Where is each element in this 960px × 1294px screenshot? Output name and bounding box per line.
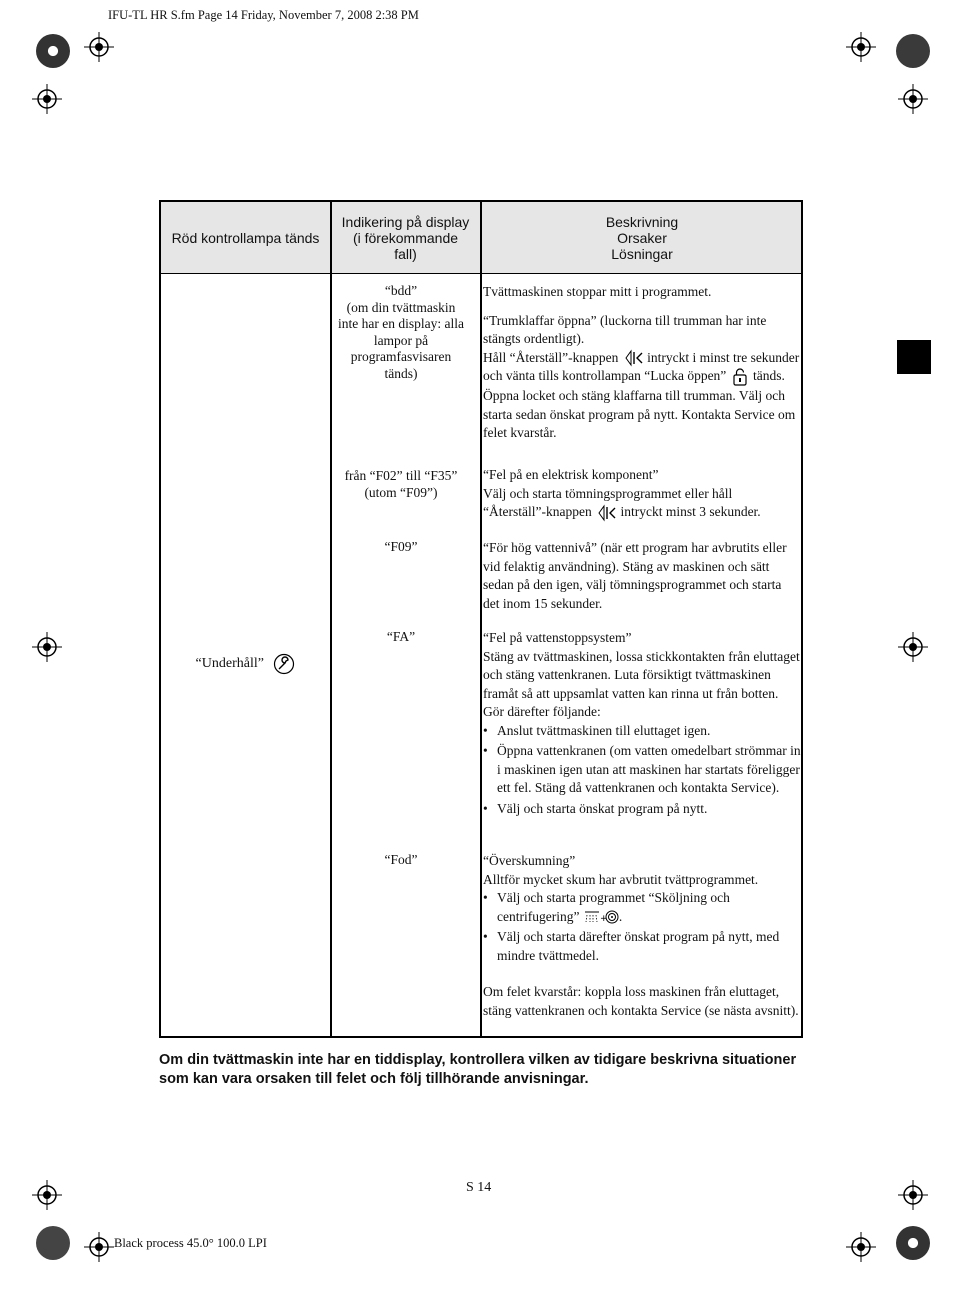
header-description-line: Orsaker — [617, 229, 667, 246]
desc-text — [483, 349, 801, 443]
code-fa — [333, 629, 469, 646]
desc-text: Välj och starta tömningsprogrammet eller håll — [483, 485, 733, 501]
thumb-index-tab — [897, 340, 931, 374]
desc-text: Alltför mycket skum har avbrutit tvättprogrammet. — [483, 871, 759, 887]
desc-span: . — [618, 908, 623, 924]
bullet-item: • Öppna vattenkranen (om vatten omedelbart strömmar in i maskinen igen utan att maskinen har startats föreligger ett fel. Stäng då vattenkranen och kontakta Service). — [483, 742, 801, 798]
desc-title: “Fel på en elektrisk komponent” — [483, 467, 659, 482]
desc-text: Tvättmaskinen stoppar mitt i programmet. — [483, 284, 712, 299]
desc-span: “Återställ”-knappen — [483, 504, 592, 519]
color-swatch-icon — [36, 1226, 70, 1260]
desc-fod — [483, 852, 801, 1020]
desc-bdd — [483, 283, 801, 443]
color-swatch-icon — [36, 34, 70, 68]
header-display-line: Indikering på display — [341, 213, 470, 230]
desc-span: tänds. Öppna locket och stäng klaffarna till trumman. Välj och starta sedan önskat program på nytt. Kontakta Service om felet kvarstår. — [483, 368, 796, 441]
color-swatch-icon — [896, 34, 930, 68]
desc-text: “För hög vattennivå” (när ett program har avbrutits eller vid felaktig användning). Stäng av maskinen och sätt sedan på den igen, välj tömningsprogrammet och starta det inom 15 sekunder. — [483, 540, 787, 611]
desc-span: intryckt minst 3 sekunder. — [620, 504, 761, 519]
registration-mark-icon — [32, 1180, 62, 1210]
print-footer: Black process 45.0° 100.0 LPI — [114, 1236, 267, 1250]
bullet-item: • Anslut tvättmaskinen till eluttaget igen. — [483, 722, 801, 741]
code-f02-f35 — [333, 468, 469, 501]
code-bdd — [333, 283, 469, 382]
code-line: lampor på — [373, 332, 429, 348]
code-fod — [333, 852, 469, 869]
code-line: (utom “F09”) — [364, 484, 438, 500]
desc-span: intryckt i minst tre sekunder och vänta tills kontrollampan “Lucka öppen” — [483, 349, 800, 384]
registration-mark-icon — [846, 32, 876, 62]
code-line: tänds) — [384, 365, 418, 381]
column-divider — [480, 202, 482, 1036]
registration-mark-icon — [84, 1232, 114, 1262]
code-line: från “F02” till “F35” — [344, 468, 458, 483]
code-line: “bdd” — [384, 283, 418, 298]
desc-span: Välj och starta programmet “Sköljning och centrifugering” — [497, 890, 730, 924]
page-number: S 14 — [466, 1180, 492, 1195]
bullet-item: • Välj och starta önskat program på nytt. — [483, 800, 801, 819]
registration-mark-icon — [846, 1232, 876, 1262]
header-red-lamp: Röd kontrollampa tänds — [171, 229, 320, 246]
code-line: inte har en display: alla — [338, 316, 464, 331]
desc-text: Om felet kvarstår: koppla loss maskinen från eluttaget, stäng vattenkranen och kontakta Service (se nästa avsnitt). — [483, 984, 799, 1018]
code-line: (om din tvättmaskin — [346, 299, 456, 315]
desc-fa — [483, 629, 801, 818]
code-f09 — [333, 539, 469, 556]
maintenance-label — [161, 653, 330, 675]
reset-button-icon — [595, 504, 617, 522]
door-lock-icon — [730, 367, 750, 387]
header-display-line: fall) — [394, 245, 417, 262]
registration-mark-icon — [32, 84, 62, 114]
error-table — [159, 200, 803, 1038]
desc-title: “Fel på vattenstoppsystem” — [483, 630, 632, 645]
desc-f02-f35 — [483, 466, 801, 522]
code-line: “Fod” — [384, 852, 418, 867]
desc-text: “Trumklaffar öppna” (luckorna till trumman har inte stängts ordentligt). — [483, 312, 767, 346]
bullet-item: • Välj och starta därefter önskat program på nytt, med mindre tvättmedel. — [483, 928, 801, 965]
column-divider — [330, 202, 332, 1036]
reset-button-icon — [622, 349, 644, 367]
registration-mark-icon — [84, 32, 114, 62]
desc-title: “Överskumning” — [483, 853, 576, 868]
wrench-icon — [273, 653, 295, 675]
desc-text — [483, 503, 801, 522]
maintenance-text: “Underhåll” — [195, 656, 264, 672]
header-display-line: (i förekommande — [352, 229, 459, 246]
print-header: IFU-TL HR S.fm Page 14 Friday, November 7, 2008 2:38 PM — [108, 8, 419, 22]
color-swatch-icon — [896, 1226, 930, 1260]
registration-mark-icon — [898, 1180, 928, 1210]
code-line: “F09” — [384, 539, 418, 554]
desc-span: Håll “Återställ”-knappen — [483, 349, 619, 365]
display-note: Om din tvättmaskin inte har en tiddisplay, kontrollera vilken av tidigare beskrivna situationer som kan vara orsaken till felet och följ tillhörande anvisningar. — [159, 1052, 797, 1087]
header-display — [331, 202, 480, 273]
registration-mark-icon — [32, 632, 62, 662]
svg-text:+: + — [599, 914, 608, 925]
bullet-item — [483, 889, 801, 926]
header-description — [481, 202, 803, 273]
code-line: “FA” — [386, 629, 416, 644]
header-description-line: Beskrivning — [605, 213, 679, 230]
desc-f09 — [483, 539, 801, 613]
rinse-spin-icon — [583, 908, 619, 926]
code-line: programfasvisaren — [350, 349, 452, 364]
desc-text: Stäng av tvättmaskinen, lossa stickkontakten från eluttaget och stäng vattenkranen. Luta försiktigt tvättmaskinen framåt så att uppsamlat vatten kan rinna ut från botten. Gör därefter följande: — [483, 648, 800, 719]
registration-mark-icon — [898, 84, 928, 114]
header-description-line: Lösningar — [611, 245, 673, 262]
registration-mark-icon — [898, 632, 928, 662]
